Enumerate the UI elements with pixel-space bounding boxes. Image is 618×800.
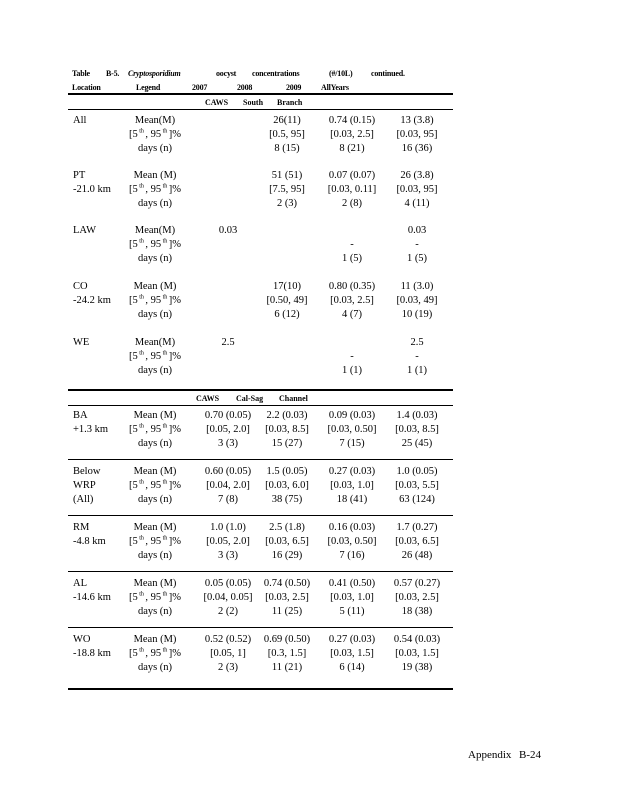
value-cell-c2007: 1.0 (1.0) (210, 522, 246, 533)
value-cell-cyr: 25 (45) (401, 438, 433, 449)
value-cell-c2007: 0.60 (0.05) (204, 466, 252, 477)
header-year-2007: 2007 (192, 83, 208, 92)
value-cell-call: 0.80 (0.35) (328, 281, 376, 292)
value-cell-c2007: 0.70 (0.05) (204, 410, 252, 421)
legend-cell: days (n) (137, 143, 173, 154)
header-all-years: AllYears (321, 83, 349, 92)
value-cell-c2007: 3 (3) (217, 438, 239, 449)
value-cell-call: - (350, 239, 354, 250)
value-cell-c2007: 0.05 (0.05) (204, 578, 252, 589)
value-cell-c2009: [0.03, 2.5] (265, 592, 309, 603)
row-divider (68, 459, 453, 460)
value-cell-c2009: 11 (21) (271, 662, 303, 673)
location-cell: LAW (73, 225, 97, 236)
value-cell-cyr: [0.03, 6.5] (395, 536, 439, 547)
legend-cell: days (n) (137, 494, 173, 505)
legend-cell: Mean(M) (134, 225, 176, 236)
value-cell-call: 0.07 (0.07) (328, 170, 376, 181)
value-cell-cyr: 1 (5) (406, 253, 428, 264)
section-title-word-3: Channel (279, 394, 308, 403)
value-cell-c2009: 6 (12) (274, 309, 300, 320)
value-cell-call: 0.16 (0.03) (328, 522, 376, 533)
value-cell-c2009: [0.5, 95] (269, 129, 305, 140)
header-rule (68, 93, 453, 95)
value-cell-c2007: 2 (3) (217, 662, 239, 673)
legend-cell: days (n) (137, 309, 173, 320)
legend-cell: [5 $^{th}$ , 95 $^{th}$ ]% (128, 183, 182, 195)
value-cell-c2009: 17(10) (273, 281, 301, 292)
header-organism: Cryptosporidium (128, 69, 181, 78)
legend-cell: Mean (M) (133, 522, 177, 533)
value-cell-call: 2 (8) (341, 198, 363, 209)
value-cell-c2009: 0.74 (0.50) (263, 578, 311, 589)
value-cell-c2009: 8 (15) (274, 143, 300, 154)
value-cell-cyr: 1.7 (0.27) (396, 522, 438, 533)
value-cell-cyr: 18 (38) (401, 606, 433, 617)
value-cell-cyr: [0.03, 49] (396, 295, 438, 306)
value-cell-cyr: - (415, 239, 419, 250)
legend-cell: Mean (M) (133, 466, 177, 477)
value-cell-cyr: 26 (48) (401, 550, 433, 561)
value-cell-cyr: 1.4 (0.03) (396, 410, 438, 421)
value-cell-cyr: 63 (124) (399, 494, 435, 505)
value-cell-call: - (350, 351, 354, 362)
location-cell: (All) (73, 494, 94, 505)
location-cell: CO (73, 281, 88, 292)
legend-cell: days (n) (137, 662, 173, 673)
section-title-rule (68, 109, 453, 110)
section-title-word-1: CAWS (196, 394, 220, 403)
legend-cell: days (n) (137, 365, 173, 376)
value-cell-c2009: [0.03, 6.0] (265, 480, 309, 491)
value-cell-call: 8 (21) (339, 143, 365, 154)
value-cell-call: 1 (5) (341, 253, 363, 264)
value-cell-c2009: 15 (27) (271, 438, 303, 449)
value-cell-c2009: 16 (29) (271, 550, 303, 561)
value-cell-call: [0.03, 0.11] (327, 184, 377, 195)
value-cell-cyr: [0.03, 5.5] (395, 480, 439, 491)
header-year-2008: 2008 (237, 83, 253, 92)
value-cell-call: 0.41 (0.50) (328, 578, 376, 589)
value-cell-call: [0.03, 0.50] (327, 536, 377, 547)
section-title-word-3: Branch (277, 98, 303, 107)
value-cell-cyr: 16 (36) (401, 143, 433, 154)
value-cell-call: 4 (7) (341, 309, 363, 320)
value-cell-cyr: 1.0 (0.05) (396, 466, 438, 477)
value-cell-c2007: [0.05, 2.0] (206, 424, 250, 435)
legend-cell: [5 $^{th}$ , 95 $^{th}$ ]% (128, 238, 182, 250)
header-location: Location (72, 83, 101, 92)
value-cell-cyr: 0.57 (0.27) (393, 578, 441, 589)
value-cell-c2007: 0.52 (0.52) (204, 634, 252, 645)
value-cell-c2009: 11 (25) (271, 606, 303, 617)
location-cell: -24.2 km (73, 295, 111, 306)
legend-cell: Mean (M) (133, 170, 177, 181)
value-cell-c2007: 7 (8) (217, 494, 239, 505)
value-cell-call: [0.03, 1.5] (330, 648, 374, 659)
row-divider (68, 571, 453, 572)
legend-cell: Mean(M) (134, 115, 176, 126)
legend-cell: Mean (M) (133, 410, 177, 421)
footer-page-number: B-24 (519, 749, 541, 761)
value-cell-call: 1 (1) (341, 365, 363, 376)
value-cell-cyr: [0.03, 95] (396, 129, 438, 140)
legend-cell: Mean (M) (133, 281, 177, 292)
value-cell-c2009: [0.50, 49] (266, 295, 308, 306)
value-cell-c2009: [0.3, 1.5] (267, 648, 307, 659)
value-cell-cyr: [0.03, 8.5] (395, 424, 439, 435)
value-cell-call: [0.03, 1.0] (330, 592, 374, 603)
value-cell-call: 5 (11) (339, 606, 365, 617)
location-cell: All (73, 115, 87, 126)
location-cell: WE (73, 337, 90, 348)
value-cell-c2007: 0.03 (218, 225, 238, 236)
value-cell-c2009: [0.03, 6.5] (265, 536, 309, 547)
header-legend: Legend (136, 83, 161, 92)
location-cell: -4.8 km (73, 536, 106, 547)
location-cell: -14.6 km (73, 592, 111, 603)
legend-cell: [5 $^{th}$ , 95 $^{th}$ ]% (128, 423, 182, 435)
value-cell-c2009: 2.2 (0.03) (266, 410, 308, 421)
value-cell-cyr: 4 (11) (404, 198, 430, 209)
value-cell-cyr: 10 (19) (401, 309, 433, 320)
location-cell: BA (73, 410, 88, 421)
value-cell-call: 0.27 (0.03) (328, 466, 376, 477)
value-cell-c2009: 2 (3) (276, 198, 298, 209)
legend-cell: Mean (M) (133, 578, 177, 589)
value-cell-c2009: 2.5 (1.8) (269, 522, 305, 533)
table-bottom-rule (68, 688, 453, 690)
value-cell-cyr: 0.54 (0.03) (393, 634, 441, 645)
value-cell-c2007: 3 (3) (217, 550, 239, 561)
value-cell-cyr: - (415, 351, 419, 362)
value-cell-c2007: 2 (2) (217, 606, 239, 617)
legend-cell: days (n) (137, 253, 173, 264)
value-cell-call: [0.03, 1.0] (330, 480, 374, 491)
legend-cell: [5 $^{th}$ , 95 $^{th}$ ]% (128, 647, 182, 659)
value-cell-c2009: 1.5 (0.05) (266, 466, 308, 477)
value-cell-cyr: [0.03, 1.5] (395, 648, 439, 659)
value-cell-call: 18 (41) (336, 494, 368, 505)
value-cell-call: 7 (16) (339, 550, 365, 561)
location-cell: -21.0 km (73, 184, 111, 195)
legend-cell: [5 $^{th}$ , 95 $^{th}$ ]% (128, 128, 182, 140)
location-cell: -18.8 km (73, 648, 111, 659)
legend-cell: days (n) (137, 606, 173, 617)
location-cell: WO (73, 634, 91, 645)
value-cell-cyr: 1 (1) (406, 365, 428, 376)
value-cell-cyr: [0.03, 95] (396, 184, 438, 195)
location-cell: PT (73, 170, 86, 181)
value-cell-cyr: 13 (3.8) (400, 115, 434, 126)
footer-appendix: Appendix (468, 749, 512, 761)
location-cell: WRP (73, 480, 96, 491)
value-cell-c2009: [7.5, 95] (269, 184, 305, 195)
row-divider (68, 627, 453, 628)
value-cell-c2009: 0.69 (0.50) (263, 634, 311, 645)
row-divider (68, 515, 453, 516)
legend-cell: days (n) (137, 438, 173, 449)
location-cell: AL (73, 578, 87, 589)
section-title-rule (68, 405, 453, 406)
location-cell: RM (73, 522, 90, 533)
value-cell-c2007: 2.5 (221, 337, 235, 348)
header-table-number: B-5. (106, 69, 120, 78)
section-title-word-1: CAWS (205, 98, 229, 107)
legend-cell: [5 $^{th}$ , 95 $^{th}$ ]% (128, 591, 182, 603)
value-cell-c2007: [0.05, 1] (210, 648, 246, 659)
value-cell-call: 6 (14) (339, 662, 365, 673)
value-cell-cyr: 19 (38) (401, 662, 433, 673)
legend-cell: Mean (M) (133, 634, 177, 645)
section-separator-rule (68, 389, 453, 391)
value-cell-cyr: 0.03 (407, 225, 427, 236)
value-cell-cyr: 11 (3.0) (400, 281, 434, 292)
value-cell-cyr: 2.5 (410, 337, 424, 348)
value-cell-call: [0.03, 2.5] (330, 295, 374, 306)
section-title-word-2: Cal-Sag (236, 394, 264, 403)
value-cell-call: [0.03, 0.50] (327, 424, 377, 435)
header-continued: continued. (371, 69, 405, 78)
legend-cell: [5 $^{th}$ , 95 $^{th}$ ]% (128, 294, 182, 306)
legend-cell: days (n) (137, 550, 173, 561)
location-cell: Below (73, 466, 101, 477)
header-table-word: Table (72, 69, 90, 78)
header-oocyst: oocyst (216, 69, 237, 78)
value-cell-call: 0.09 (0.03) (328, 410, 376, 421)
value-cell-c2009: 51 (51) (271, 170, 303, 181)
value-cell-cyr: [0.03, 2.5] (395, 592, 439, 603)
value-cell-call: 0.27 (0.03) (328, 634, 376, 645)
section-title-word-2: South (243, 98, 264, 107)
value-cell-call: 7 (15) (339, 438, 365, 449)
value-cell-c2009: 38 (75) (271, 494, 303, 505)
header-year-2009: 2009 (286, 83, 302, 92)
value-cell-c2007: [0.04, 2.0] (206, 480, 250, 491)
value-cell-c2007: [0.04, 0.05] (203, 592, 253, 603)
value-cell-c2009: 26(11) (273, 115, 301, 126)
legend-cell: days (n) (137, 198, 173, 209)
legend-cell: Mean(M) (134, 337, 176, 348)
value-cell-cyr: 26 (3.8) (400, 170, 434, 181)
header-concentrations: concentrations (252, 69, 300, 78)
legend-cell: [5 $^{th}$ , 95 $^{th}$ ]% (128, 535, 182, 547)
value-cell-call: 0.74 (0.15) (328, 115, 376, 126)
value-cell-c2009: [0.03, 8.5] (265, 424, 309, 435)
value-cell-c2007: [0.05, 2.0] (206, 536, 250, 547)
value-cell-call: [0.03, 2.5] (330, 129, 374, 140)
legend-cell: [5 $^{th}$ , 95 $^{th}$ ]% (128, 479, 182, 491)
header-unit: (#/10L) (329, 69, 353, 78)
location-cell: +1.3 km (73, 424, 109, 435)
legend-cell: [5 $^{th}$ , 95 $^{th}$ ]% (128, 350, 182, 362)
